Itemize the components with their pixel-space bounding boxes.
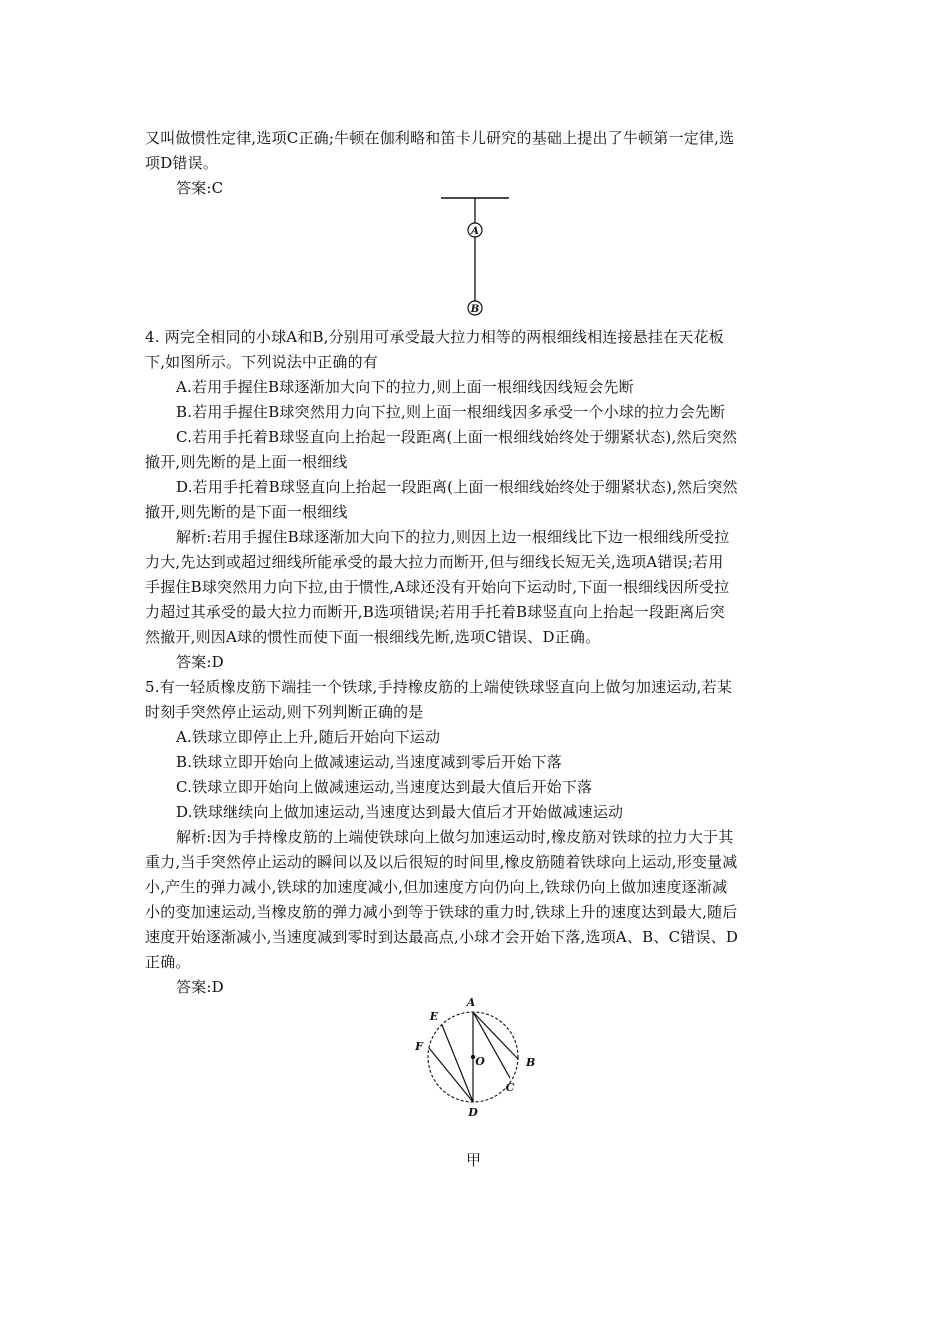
option-c: C.铁球立即开始向上做减速运动,当速度达到最大值后开始下落 [176, 778, 593, 796]
option-d: 撤开,则先断的是下面一根细线 [145, 503, 348, 521]
question-5-line: 5.有一轻质橡皮筋下端挂一个铁球,手持橡皮筋的上端使铁球竖直向上做匀加速运动,若某 [145, 678, 733, 696]
question-4-line: 4. 两完全相同的小球A和B,分别用可承受最大拉力相等的两根细线相连接悬挂在天花板 [145, 328, 724, 346]
option-c: C.若用手托着B球竖直向上抬起一段距离(上面一根细线始终处于绷紧状态),然后突然 [176, 428, 738, 446]
analysis-line: 小的变加速运动,当橡皮筋的弹力减小到等于铁球的重力时,铁球上升的速度达到最大,随后 [145, 903, 738, 921]
hanging-balls-diagram [435, 190, 515, 320]
option-c: 撤开,则先断的是上面一根细线 [145, 453, 348, 471]
option-d: D.若用手托着B球竖直向上抬起一段距离(上面一根细线始终处于绷紧状态),然后突然 [176, 478, 738, 496]
option-a: A.铁球立即停止上升,随后开始向下运动 [176, 728, 441, 746]
analysis-line: 解析:因为手持橡皮筋的上端使铁球向上做匀加速运动时,橡皮筋对铁球的拉力大于其 [176, 828, 734, 846]
hanging-balls-figure [435, 190, 515, 320]
option-b: B.若用手握住B球突然用力向下拉,则上面一根细线因多承受一个小球的拉力会先断 [176, 403, 726, 421]
label-b: B [526, 1056, 536, 1069]
answer-line: 答案:C [176, 179, 224, 197]
question-5-line: 时刻手突然停止运动,则下列判断正确的是 [145, 703, 424, 721]
analysis-line: 解析:若用手握住B球逐渐加大向下的拉力,则因上边一根细线比下边一根细线所受拉 [176, 528, 730, 546]
label-c: C [505, 1081, 515, 1094]
label-d: D [468, 1106, 478, 1119]
option-b: B.铁球立即开始向上做减速运动,当速度减到零后开始下落 [176, 753, 562, 771]
ball-a-label: A [471, 226, 479, 237]
text-line: 又叫做惯性定律,选项C正确;牛顿在伽利略和笛卡儿研究的基础上提出了牛顿第一定律,选 [145, 129, 735, 147]
question-4-line: 下,如图所示。下列说法中正确的有 [145, 353, 378, 371]
chord-ed [442, 1025, 473, 1102]
text-line: 项D错误。 [145, 154, 219, 172]
analysis-line: 重力,当手突然停止运动的瞬间以及以后很短的时间里,橡皮筋随着铁球向上运动,形变量减 [145, 853, 738, 871]
ball-b-label: B [470, 304, 480, 315]
chord-fd [429, 1048, 473, 1102]
answer-line: 答案:D [176, 978, 224, 996]
circle-chords-figure [405, 990, 545, 1120]
answer-line: 答案:D [176, 653, 224, 671]
circle-chords-diagram [405, 990, 545, 1120]
analysis-line: 然撤开,则因A球的惯性而使下面一根细线先断,选项C错误、D正确。 [145, 628, 601, 646]
label-f: F [415, 1040, 423, 1053]
analysis-line: 速度开始逐渐减小,当速度减到零时到达最高点,小球才会开始下落,选项A、B、C错误、D [145, 928, 739, 946]
analysis-line: 力超过其承受的最大拉力而断开,B选项错误;若用手托着B球竖直向上抬起一段距离后突 [145, 603, 725, 621]
option-a: A.若用手握住B球逐渐加大向下的拉力,则上面一根细线因线短会先断 [176, 378, 634, 396]
figure-caption: 甲 [466, 1151, 482, 1169]
label-e: E [429, 1010, 439, 1023]
analysis-line: 小,产生的弹力减小,铁球的加速度减小,但加速度方向仍向上,铁球仍向上做加速度逐渐减 [145, 878, 728, 896]
analysis-line: 手握住B球突然用力向下拉,由于惯性,A球还没有开始向下运动时,下面一根细线因所受拉 [145, 578, 730, 596]
label-o: O [475, 1055, 485, 1068]
analysis-line: 力大,先达到或超过细线所能承受的最大拉力而断开,但与细线长短无关,选项A错误;若用 [145, 553, 724, 571]
analysis-line: 正确。 [145, 953, 191, 971]
option-d: D.铁球继续向上做加速运动,当速度达到最大值后才开始做减速运动 [176, 803, 624, 821]
label-a: A [466, 996, 476, 1009]
